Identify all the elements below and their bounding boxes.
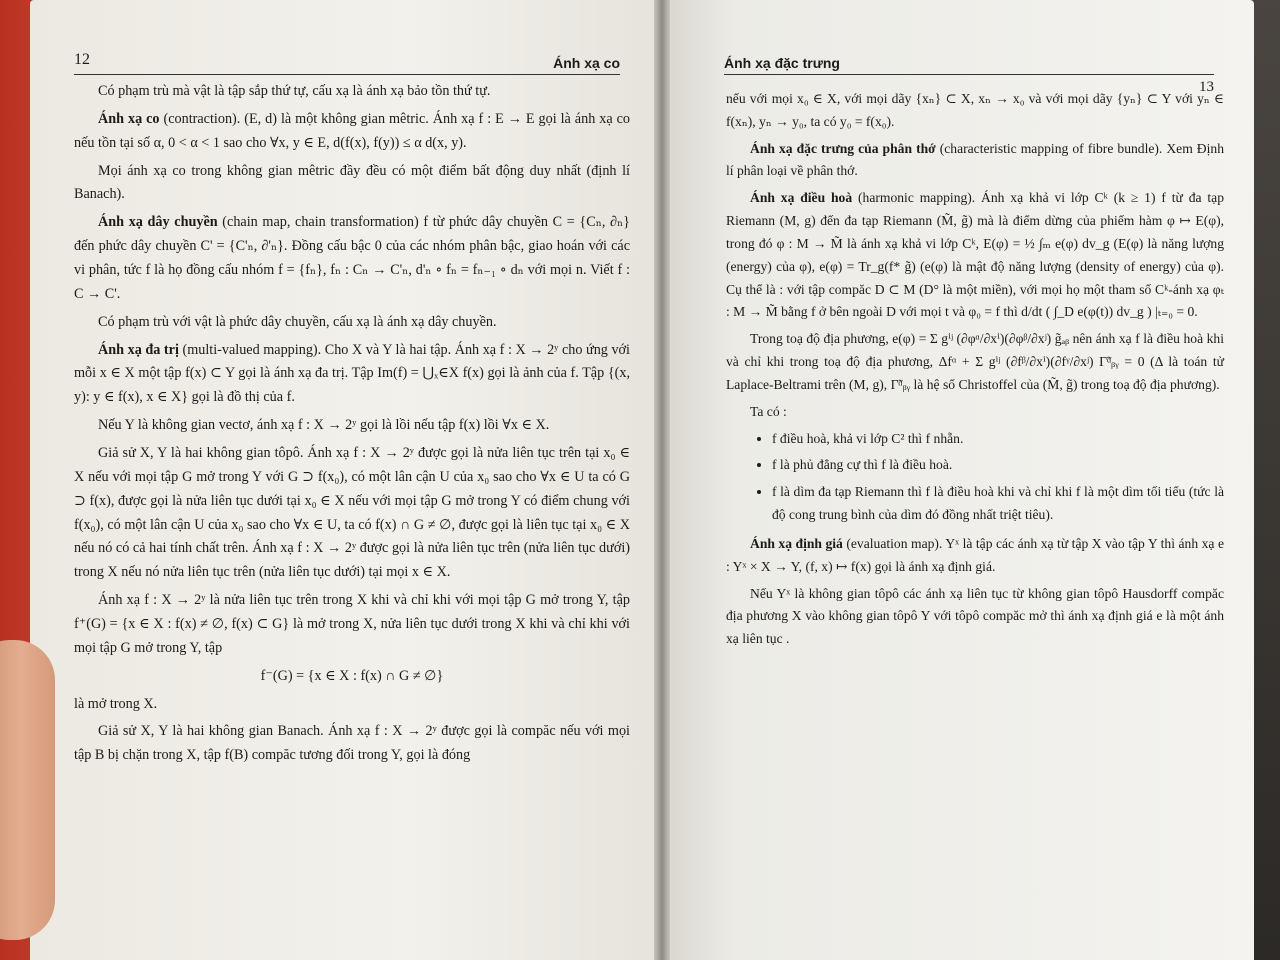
paragraph bbox=[726, 583, 1224, 651]
paragraph-text: Mọi ánh xạ co trong không gian mêtric đầy đều có một điểm bất động duy nhất (định lí Banach). bbox=[74, 162, 630, 203]
paragraph-text: (harmonic mapping). Ánh xạ khả vi lớp Cᵏ (k ≥ 1) f từ đa tạp Riemann (M, g) đến đa tạp Riemann (M̃, g̃) mà là điểm dừng của phiếm hàm φ ↦ E(φ), trong đó φ : M → M̃ là ánh xạ khả vi lớp Cᵏ, E(φ) = ½ ∫ₘ e(φ) dv_g (E(φ) là năng lượng (energy) của φ), e(φ) = Tr_g(f* g̃) (e(φ) là mật độ năng lượng (density of energy) của φ). Cụ thể là : với tập compăc D ⊂ M (D° là một miền), với mọi họ một tham số Cᵏ-ánh xạ φₜ : M → M̃ bằng f ở bên ngoài D với mọi t và φ₀ = f thì d/dt ( ∫_D e(φ(t)) dv_g ) |ₜ₌₀ = 0. bbox=[726, 190, 1224, 320]
paragraph bbox=[726, 88, 1224, 134]
left-page bbox=[30, 0, 660, 960]
paragraph-text: Trong toạ độ địa phương, e(φ) = Σ gⁱʲ (∂φᵅ/∂xⁱ)(∂φᵝ/∂xʲ) g̃ₐᵦ nên ánh xạ f là điều hoà khi và chỉ khi trong toạ độ địa phương, Δfᵅ + Σ gⁱʲ (∂fᵝ/∂xⁱ)(∂fᵞ/∂xʲ) Γ̃ᵅᵦᵧ = 0 (Δ là toán tử Laplace-Beltrami trên (M, g), Γ̃ᵅᵦᵧ là hệ số Christoffel của (M̃, g̃) trong toạ độ địa phương). bbox=[726, 331, 1224, 392]
paragraph-text: nếu với mọi x₀ ∈ X, với mọi dãy {xₙ} ⊂ X, xₙ → x₀ và với mọi dãy {yₙ} ⊂ Y với yₙ ∈ f(xₙ), yₙ → y₀, ta có y₀ = f(x₀). bbox=[726, 91, 1224, 129]
paragraph-text: Nếu Yˣ là không gian tôpô các ánh xạ liên tục từ không gian tôpô Hausdorff compăc địa phương X vào không gian tôpô Y với tôpô compăc mở thì ánh xạ định giá e là một ánh xạ liên tục . bbox=[726, 585, 1224, 647]
running-title: Ánh xạ co bbox=[553, 55, 620, 71]
book-gutter bbox=[654, 0, 670, 960]
paragraph-text: f là phủ đẳng cự thì f là điều hoà. bbox=[772, 457, 953, 473]
paragraph-text: Ta có : bbox=[750, 403, 787, 419]
paragraph-text: (evaluation map). Yˣ là tập các ánh xạ từ tập X vào tập Y thì ánh xạ e : Yˣ × X → Y, (f, x) ↦ f(x) gọi là ánh xạ định giá. bbox=[726, 535, 1224, 574]
paragraph-text: Giả sử X, Y là hai không gian tôpô. Ánh xạ f : X → 2ʸ được gọi là nửa liên tục trên tại x₀ ∈ X nếu với mọi tập G mở trong Y với G ⊃ f(x₀), có một lân cận U của x₀ sao cho ∀x ∈ U ta có G ⊃ f(x), được gọi là nửa liên tục dưới tại x₀ ∈ X nếu với mọi tập G mở trong Y có điểm chung với f(x₀), có một lân cận U của x₀ sao cho ∀x ∈ U, ta có f(x) ∩ G ≠ ∅, được gọi là liên tục tại x₀ ∈ X nếu nó có cả hai tính chất trên. Ánh xạ f : X → 2ʸ được gọi là nửa liên tục trên (nửa liên tục dưới) trong X nếu nó nửa liên tục trên (nửa liên tục dưới) tại mọi x ∈ X. bbox=[74, 445, 630, 581]
paragraph bbox=[74, 414, 630, 438]
definition-term: Ánh xạ dây chuyền bbox=[98, 214, 218, 231]
paragraph-text: (characteristic mapping of fibre bundle). Xem Định lí phân loại về phân thớ. bbox=[726, 140, 1224, 179]
paragraph bbox=[74, 665, 630, 689]
paragraph bbox=[74, 160, 630, 208]
paragraph-text: Nếu Y là không gian vectơ, ánh xạ f : X → 2ʸ gọi là lồi nếu tập f(x) lồi ∀x ∈ X. bbox=[98, 417, 550, 434]
left-page-body bbox=[74, 80, 630, 772]
paragraph bbox=[74, 339, 630, 411]
running-title: Ánh xạ đặc trưng bbox=[724, 55, 840, 71]
bullet-list bbox=[726, 428, 1224, 527]
bullet-item bbox=[772, 481, 1224, 527]
paragraph bbox=[726, 401, 1224, 424]
paragraph bbox=[74, 442, 630, 585]
paragraph bbox=[726, 187, 1224, 324]
paragraph-text: là mở trong X. bbox=[74, 695, 158, 712]
page-number: 12 bbox=[74, 51, 90, 68]
paragraph-text: (chain map, chain transformation) f từ phức dây chuyền C = {Cₙ, ∂ₙ} đến phức dây chuyền C' = {C'ₙ, ∂'ₙ}. Đồng cấu bậc 0 của các nhóm phân bậc, giao hoán với các vi phân, tức f là họ đồng cấu nhóm f = {fₙ}, fₙ : Cₙ → C'ₙ, d'ₙ ∘ fₙ = fₙ₋₁ ∘ dₙ với mọi n. Viết f : C → C'. bbox=[74, 214, 630, 302]
paragraph bbox=[74, 80, 630, 104]
definition-term: Ánh xạ điều hoà bbox=[750, 190, 853, 206]
bullet-item bbox=[772, 454, 1224, 477]
paragraph bbox=[726, 328, 1224, 396]
definition-term: Ánh xạ định giá bbox=[750, 535, 843, 551]
paragraph-text: Giả sử X, Y là hai không gian Banach. Ánh xạ f : X → 2ʸ được gọi là compăc nếu với mọi tập B bị chặn trong X, tập f(B) compăc tương đối trong Y, gọi là đóng bbox=[74, 723, 630, 764]
definition-term: Ánh xạ đa trị bbox=[98, 341, 179, 358]
paragraph-text: Có phạm trù với vật là phức dây chuyền, cấu xạ là ánh xạ dây chuyền. bbox=[98, 313, 497, 330]
paragraph-text: (contraction). (E, d) là một không gian mêtric. Ánh xạ f : E → E gọi là ánh xạ co nếu tồn tại số α, 0 < α < 1 sao cho ∀x, y ∈ E, d(f(x), f(y)) ≤ α d(x, y). bbox=[74, 110, 630, 151]
paragraph-text: Ánh xạ f : X → 2ʸ là nửa liên tục trên trong X khi và chỉ khi với mọi tập G mở trong Y, tập f⁺(G) = {x ∈ X : f(x) ≠ ∅, f(x) ⊂ G} là mở trong X, nửa liên tục dưới trong X khi và chỉ khi với mọi tập G mở trong Y, tập bbox=[74, 592, 630, 656]
paragraph bbox=[74, 693, 630, 717]
paragraph-text: f⁻(G) = {x ∈ X : f(x) ∩ G ≠ ∅} bbox=[260, 667, 444, 684]
paragraph bbox=[726, 533, 1224, 579]
paragraph-text: Có phạm trù mà vật là tập sắp thứ tự, cấu xạ là ánh xạ bảo tồn thứ tự. bbox=[98, 83, 491, 99]
page-number: 13 bbox=[1199, 79, 1214, 95]
right-page-header bbox=[724, 44, 1214, 95]
paragraph bbox=[74, 211, 630, 306]
right-page bbox=[664, 0, 1254, 960]
bullet-item bbox=[772, 428, 1224, 451]
left-page-header bbox=[74, 44, 620, 75]
thumb bbox=[0, 640, 55, 940]
definition-term: Ánh xạ co bbox=[98, 110, 160, 127]
right-page-body bbox=[726, 88, 1224, 655]
paragraph bbox=[74, 108, 630, 156]
paragraph bbox=[74, 589, 630, 661]
definition-term: Ánh xạ đặc trưng của phân thớ bbox=[750, 140, 936, 156]
paragraph bbox=[74, 720, 630, 768]
paragraph-text: (multi-valued mapping). Cho X và Y là hai tập. Ánh xạ f : X → 2ʸ cho ứng với mỗi x ∈ X một tập f(x) ⊂ Y gọi là ánh xạ đa trị. Tập Im(f) = ⋃ₓ∈X f(x) gọi là ảnh của f. Tập {(x, y): y ∈ f(x), x ∈ X} gọi là đồ thị của f. bbox=[74, 341, 630, 406]
paragraph-text: f là dìm đa tạp Riemann thì f là điều hoà khi và chỉ khi f là một dìm tối tiểu (tức là độ cong trung bình của dìm đó đồng nhất triệt tiêu). bbox=[772, 484, 1224, 523]
paragraph-text: f điều hoà, khả vi lớp C² thì f nhẵn. bbox=[772, 430, 964, 446]
paragraph bbox=[726, 138, 1224, 184]
paragraph bbox=[74, 311, 630, 335]
